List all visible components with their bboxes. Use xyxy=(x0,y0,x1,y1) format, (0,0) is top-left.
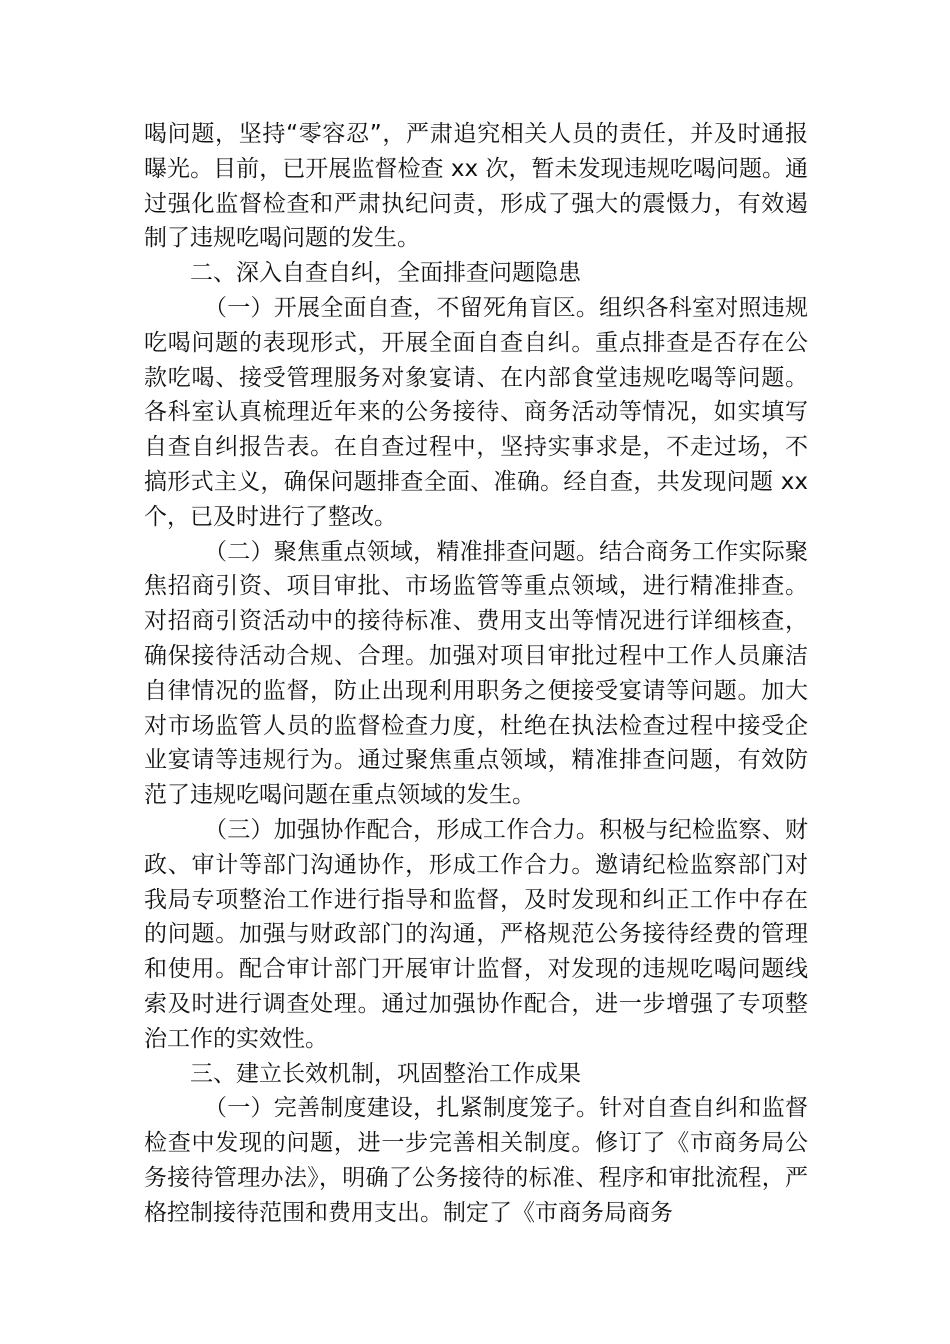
section-heading-2: 二、深入自查自纠，全面排查问题隐患 xyxy=(190,260,581,287)
paragraph-continuation: 喝问题，坚持“零容忍”，严肃追究相关人员的责任，并及时通报曝光。目前，已开展监督检查 xx 次，暂未发现违规吃喝问题。通过强化监督检查和严肃执纪问责，形成了强大的震慑力，有效遏制了违规吃喝问题的发生。 xyxy=(144,121,808,252)
paragraph-3-1: （一）完善制度建设，扎紧制度笼子。针对自查自纠和监督检查中发现的问题，进一步完善相关制度。修订了《市商务局公务接待管理办法》，明确了公务接待的标准、程序和审批流程，严格控制接待范围和费用支出。制定了《市商务局商务 xyxy=(144,1095,808,1226)
paragraph-2-3: （三）加强协作配合，形成工作合力。积极与纪检监察、财政、审计等部门沟通协作，形成工作合力。邀请纪检监察部门对我局专项整治工作进行指导和监督，及时发现和纠正工作中存在的问题。加强与财政部门的沟通，严格规范公务接待经费的管理和使用。配合审计部门开展审计监督，对发现的违规吃喝问题线索及时进行调查处理。通过加强协作配合，进一步增强了专项整治工作的实效性。 xyxy=(144,816,808,1052)
paragraph-2-2: （二）聚焦重点领域，精准排查问题。结合商务工作实际聚焦招商引资、项目审批、市场监管等重点领域，进行精准排查。对招商引资活动中的接待标准、费用支出等情况进行详细核查，确保接待活动合规、合理。加强对项目审批过程中工作人员廉洁自律情况的监督，防止出现利用职务之便接受宴请等问题。加大对市场监管人员的监督检查力度，杜绝在执法检查过程中接受企业宴请等违规行为。通过聚焦重点领域，精准排查问题，有效防范了违规吃喝问题在重点领域的发生。 xyxy=(144,538,808,809)
document-body xyxy=(144,117,808,1231)
paragraph-2-1: （一）开展全面自查，不留死角盲区。组织各科室对照违规吃喝问题的表现形式，开展全面自查自纠。重点排查是否存在公款吃喝、接受管理服务对象宴请、在内部食堂违规吃喝等问题。各科室认真梳理近年来的公务接待、商务活动等情况，如实填写自查自纠报告表。在自查过程中，坚持实事求是，不走过场，不搞形式主义，确保问题排查全面、准确。经自查，共发现问题 xx 个，已及时进行了整改。 xyxy=(144,294,808,530)
section-heading-3: 三、建立长效机制，巩固整治工作成果 xyxy=(190,1060,581,1087)
